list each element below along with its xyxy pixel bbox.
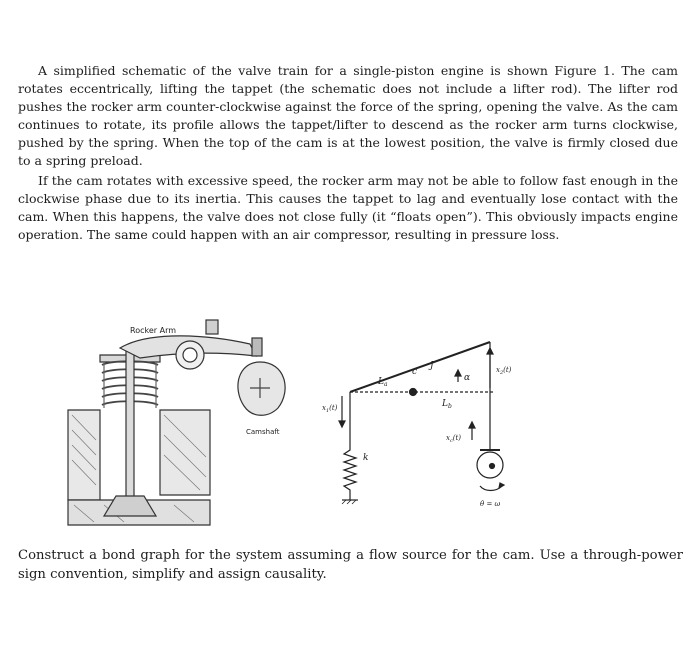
paragraph-intro: A simplified schematic of the valve train for a single-piston engine is shown Figure 1. The cam rotates eccentrically, lifting the tappet (the schematic does not include a lifter rod). The lifter rod pushes the rocker arm counter-clockwise against the force of the spring, opening the valve. As the cam continues to rotate, its profile allows the tappet/lifter to descend as the rocker arm turns clockwise, pushed by the spring. When the top of the cam is at the lowest position, the valve is firmly closed due to a spring preload.: [18, 63, 678, 168]
valve-train-drawing: [64, 318, 300, 530]
svg-text:La: $L_a$: [378, 377, 388, 388]
svg-text:Lb: $L_b$: [442, 399, 452, 410]
svg-text:J: J: [430, 361, 434, 371]
pivot: [410, 389, 417, 396]
svg-text:k: k: [363, 453, 369, 463]
svg-text:xc(t): $x_c(t)$: [446, 434, 462, 444]
svg-text:θ̇ = ω: θ̇ = ω: [480, 500, 501, 508]
svg-text:x1(t): $x_1(t)$: [322, 404, 338, 414]
camshaft: [238, 362, 285, 415]
paragraph-task: Construct a bond graph for the system assuming a flow source for the cam. Use a through-power sign convention, simplify and assign causality.: [18, 548, 683, 582]
svg-text:c: c: [412, 367, 418, 377]
lever-arm: [350, 342, 490, 392]
svg-text:α: α: [464, 373, 471, 383]
schematic: [339, 342, 504, 504]
rocker-arm-label: Rocker Arm: [130, 326, 177, 335]
paragraph-float: If the cam rotates with excessive speed, the rocker arm may not be able to follow fast enough in the clockwise phase due to its inertia. This causes the tappet to lag and eventually lose contact with the cam. When this happens, the valve does not close fully (it “floats open”). This obviously impacts engine operation. The same could happen with an air compressor, resulting in pressure loss.: [18, 173, 678, 242]
spring-k: [344, 392, 356, 500]
figure-valve-train: [60, 300, 660, 530]
camshaft-label: Camshaft: [246, 428, 280, 436]
svg-text:x2(t): $x_2(t)$: [496, 366, 512, 376]
